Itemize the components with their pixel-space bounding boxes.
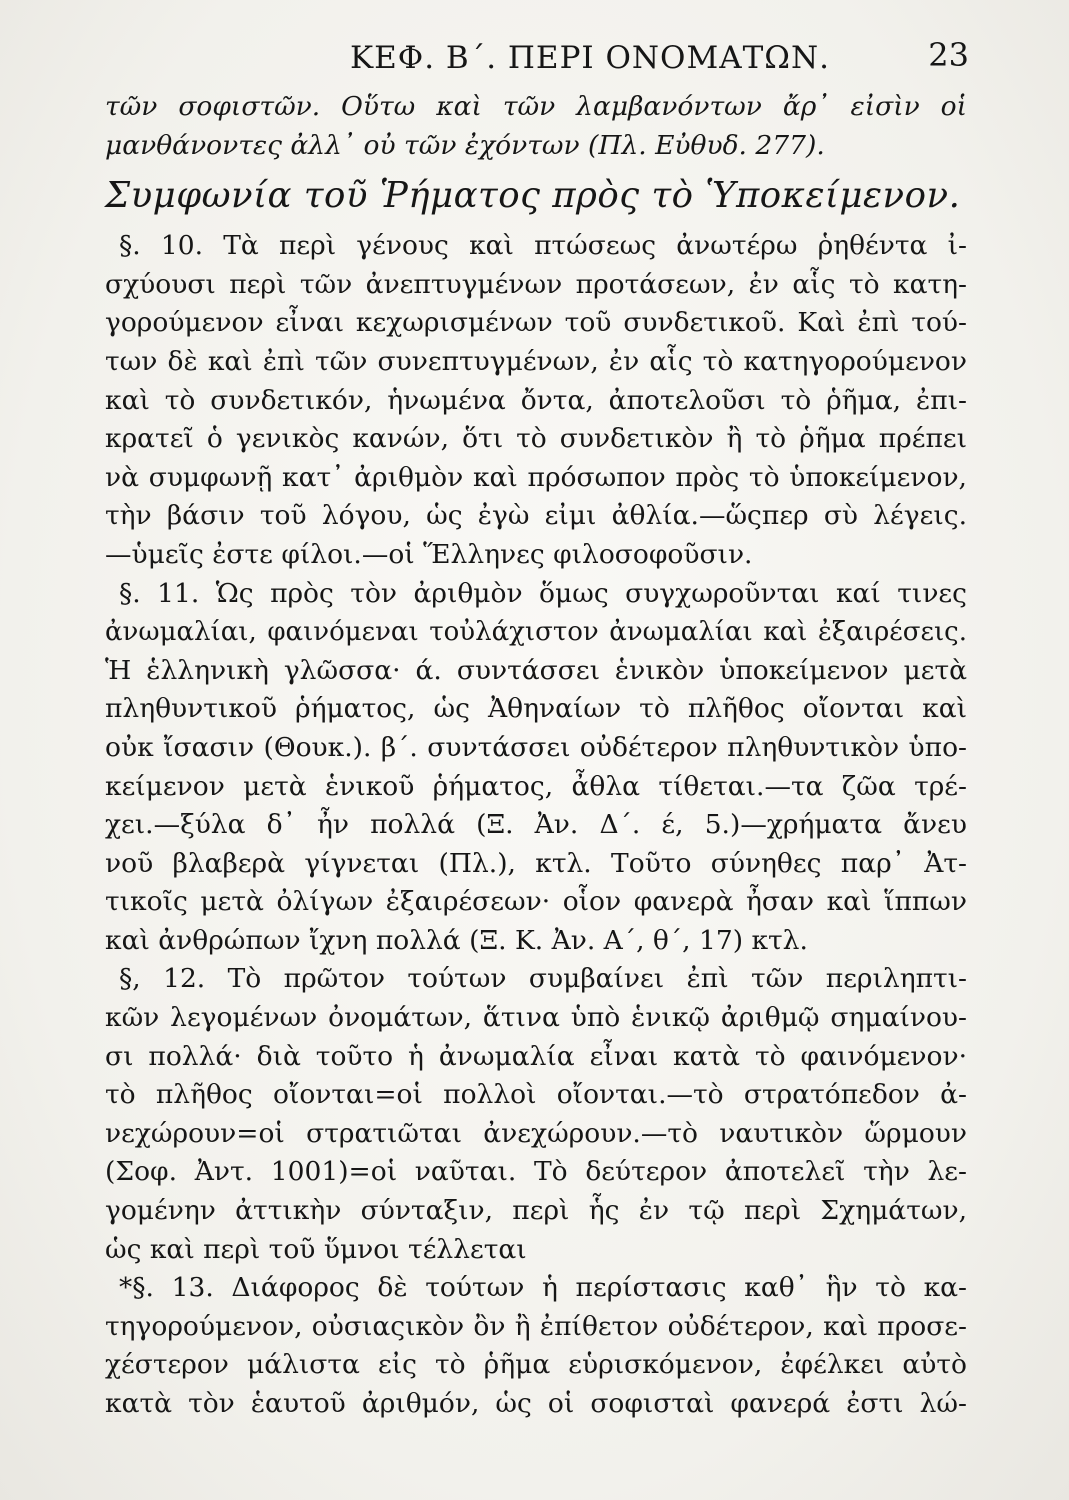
paragraph-10-line: καὶ τὸ συνδετικόν, ἡνωμένα ὄντα, ἀποτελοῦσι τὸ ῥῆμα, ἐπι- — [105, 384, 967, 416]
paragraph-12-line: (Σοφ. Ἀντ. 1001)=οἱ ναῦται. Τὸ δεύτερον ἀποτελεῖ τὴν λε- — [105, 1156, 967, 1188]
paragraph-13-line: τηγορούμενον, οὐσιαςικὸν ὂν ἢ ἐπίθετον οὐδέτερον, καὶ προσε- — [105, 1310, 967, 1342]
paragraph-11-line: νοῦ βλαβερὰ γίγνεται (Πλ.), κτλ. Τοῦτο σύνηθες παρ᾽ Ἀτ- — [105, 847, 967, 879]
running-head: ΚΕΦ. Β΄. ΠΕΡΙ ΟΝΟΜΑΤΩΝ. — [350, 40, 830, 76]
paragraph-10-line: —ὑμεῖς ἐστε φίλοι.—οἱ Ἕλληνες φιλοσοφοῦσιν. — [105, 538, 753, 570]
paragraph-10-line: τὴν βάσιν τοῦ λόγου, ὡς ἐγὼ εἰμι ἀθλία.—ὥςπερ σὺ λέγεις. — [105, 500, 967, 532]
paragraph-11-line: πληθυντικοῦ ῥήματος, ὡς Ἀθηναίων τὸ πλῆθος οἴονται καὶ — [105, 693, 967, 725]
paragraph-10-line: γορούμενον εἶναι κεχωρισμένων τοῦ συνδετικοῦ. Καὶ ἐπὶ τού- — [105, 307, 967, 339]
paragraph-11-line: §. 11. Ὡς πρὸς τὸν ἀριθμὸν ὅμως συγχωροῦνται καί τινες — [119, 577, 967, 609]
paragraph-12-line: σι πολλά· διὰ τοῦτο ἡ ἀνωμαλία εἶναι κατὰ τὸ φαινόμενον· — [105, 1040, 967, 1072]
paragraph-10-line: §. 10. Τὰ περὶ γένους καὶ πτώσεως ἀνωτέρω ῥηθέντα ἰ- — [119, 230, 967, 262]
paragraph-12-line: τὸ πλῆθος οἴονται=οἱ πολλοὶ οἴονται.—τὸ στρατόπεδον ἀ- — [105, 1079, 967, 1111]
paragraph-10-line: σχύουσι περὶ τῶν ἀνεπτυγμένων προτάσεων, ἐν αἷς τὸ κατη- — [105, 268, 967, 300]
paragraph-11-line: οὐκ ἴσασιν (Θουκ.). β΄. συντάσσει οὐδέτερον πληθυντικὸν ὑπο- — [105, 731, 967, 763]
text-line: τῶν σοφιστῶν. Οὕτω καὶ τῶν λαμβανόντων ἄρ᾽ εἰσὶν οἱ — [105, 91, 967, 122]
paragraph-11-line: κείμενον μετὰ ἑνικοῦ ῥήματος, ἆθλα τίθεται.—τα ζῶα τρέ- — [105, 770, 967, 802]
paragraph-13-line: *§. 13. Διάφορος δὲ τούτων ἡ περίστασις καθ᾽ ἣν τὸ κα- — [119, 1272, 967, 1304]
paragraph-10-line: των δὲ καὶ ἐπὶ τῶν συνεπτυγμένων, ἐν αἷς τὸ κατηγορούμενον — [105, 345, 967, 377]
paragraph-10-line: νὰ συμφωνῇ κατ᾽ ἀριθμὸν καὶ πρόσωπον πρὸς τὸ ὑποκείμενον, — [105, 461, 967, 493]
paragraph-12-line: νεχώρουν=οἱ στρατιῶται ἀνεχώρουν.—τὸ ναυτικὸν ὥρμουν — [105, 1117, 967, 1149]
paragraph-11-line: Ἡ ἑλληνικὴ γλῶσσα· ά. συντάσσει ἑνικὸν ὑποκείμενον μετὰ — [105, 654, 967, 686]
page-body — [105, 88, 967, 1424]
paragraph-11-line: τικοῖς μετὰ ὀλίγων ἐξαιρέσεων· οἷον φανερὰ ἦσαν καὶ ἵππων — [105, 886, 967, 918]
section-heading: Συμφωνία τοῦ Ῥήματος πρὸς τὸ Ὑποκείμενον. — [105, 175, 961, 217]
page-header — [105, 34, 969, 86]
paragraph-13-line: χέστερον μάλιστα εἰς τὸ ῥῆμα εὑρισκόμενον, ἐφέλκει αὐτὸ — [105, 1349, 967, 1381]
text-line: μανθάνοντες ἀλλ᾽ οὐ τῶν ἐχόντων (Πλ. Εὐθυδ. 277). — [105, 129, 825, 161]
page-number: 23 — [928, 36, 969, 74]
paragraph-11-line: καὶ ἀνθρώπων ἴχνη πολλά (Ξ. Κ. Ἀν. Α΄, θ΄, 17) κτλ. — [105, 924, 808, 956]
paragraph-12-line: §, 12. Τὸ πρῶτον τούτων συμβαίνει ἐπὶ τῶν περιληπτι- — [119, 963, 967, 995]
paragraph-12-line: ὡς καὶ περὶ τοῦ ὕμνοι τέλλεται — [105, 1233, 527, 1265]
paragraph-13-line: κατὰ τὸν ἑαυτοῦ ἀριθμόν, ὡς οἱ σοφισταὶ φανερά ἐστι λώ- — [105, 1388, 967, 1419]
paragraph-12-line: γομένην ἀττικὴν σύνταξιν, περὶ ἧς ἐν τῷ περὶ Σχημάτων, — [105, 1195, 967, 1227]
paragraph-10-line: κρατεῖ ὁ γενικὸς κανών, ὅτι τὸ συνδετικὸν ἢ τὸ ῥῆμα πρέπει — [105, 423, 967, 455]
paragraph-11-line: χει.—ξύλα δ᾽ ἦν πολλά (Ξ. Ἀν. Δ΄. έ, 5.)—χρήματα ἄνευ — [105, 809, 967, 841]
paragraph-12-line: κῶν λεγομένων ὀνομάτων, ἅτινα ὑπὸ ἑνικῷ ἀριθμῷ σημαίνου- — [105, 1002, 967, 1034]
paragraph-11-line: ἀνωμαλίαι, φαινόμεναι τοὐλάχιστον ἀνωμαλίαι καὶ ἐξαιρέσεις. — [105, 617, 967, 648]
